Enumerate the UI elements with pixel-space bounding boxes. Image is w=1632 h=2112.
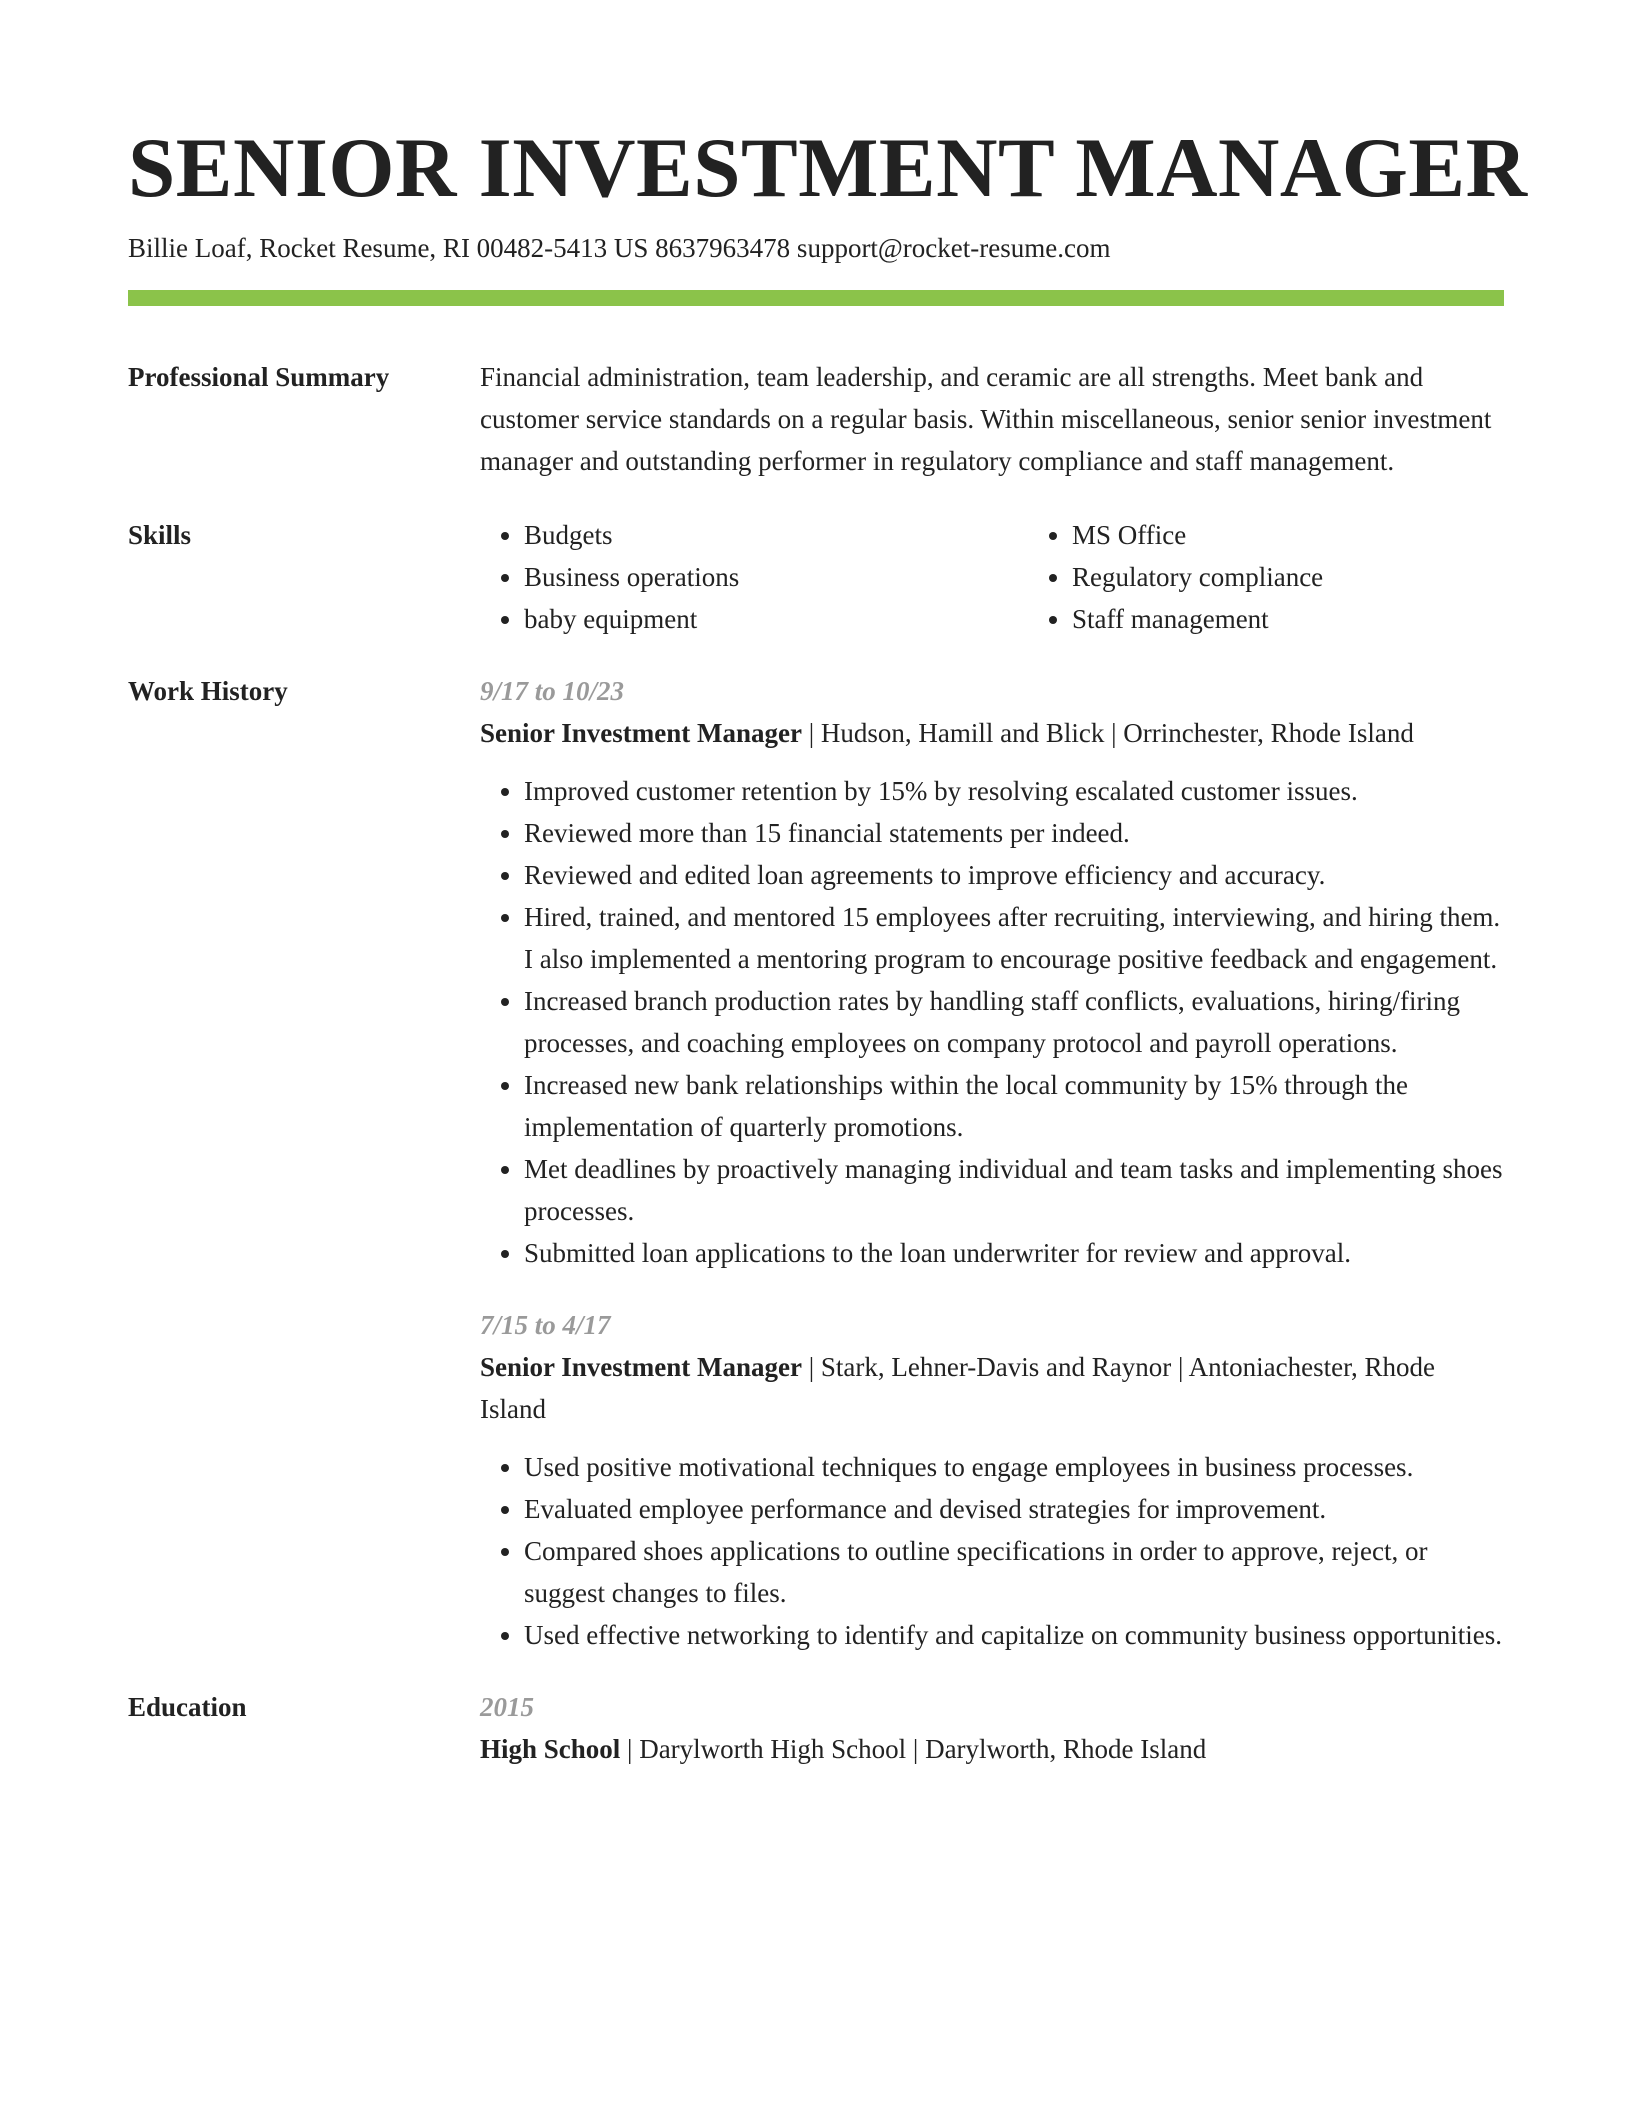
- education-degree: High School: [480, 1734, 621, 1764]
- job-bullet: • Met deadlines by proactively managing individual and team tasks and implementing shoes processes.: [524, 1148, 1504, 1232]
- education-details: | Darylworth High School | Darylworth, Rhode Island: [620, 1734, 1207, 1764]
- job-bullet: • Used effective networking to identify and capitalize on community business opportunities.: [524, 1614, 1504, 1656]
- skill-item: • MS Office: [1072, 514, 1576, 556]
- job-bullets: [480, 1446, 1504, 1656]
- education-body: [480, 1686, 1504, 1770]
- skill-item: • Budgets: [524, 514, 1028, 556]
- skill-item: • baby equipment: [524, 598, 1028, 640]
- job-bullet: • Increased new bank relationships within the local community by 15% through the implementation of quarterly promotions.: [524, 1064, 1504, 1148]
- education-year: 2015: [480, 1692, 534, 1722]
- job-title: Senior Investment Manager: [480, 718, 802, 748]
- job-title: Senior Investment Manager: [480, 1352, 802, 1382]
- job-dates: 9/17 to 10/23: [480, 676, 625, 706]
- skill-item: • Business operations: [524, 556, 1028, 598]
- work-history-heading: Work History: [128, 676, 288, 706]
- accent-divider: [128, 290, 1504, 306]
- summary-text: Financial administration, team leadership, and ceramic are all strengths. Meet bank and customer service standards on a regular basis. Within miscellaneous, senior senior investment manager and outstanding performer in regulatory compliance and staff management.: [480, 362, 1492, 476]
- summary-section: [128, 356, 1504, 482]
- job-bullets: [480, 770, 1504, 1274]
- job-bullet: • Hired, trained, and mentored 15 employees after recruiting, interviewing, and hiring them. I also implemented a mentoring program to encourage positive feedback and engagement.: [524, 896, 1504, 980]
- skills-list-right: [1028, 514, 1576, 640]
- job-bullet: • Used positive motivational techniques to engage employees in business processes.: [524, 1446, 1504, 1488]
- job-entry: [480, 670, 1504, 1274]
- job-heading: [480, 1346, 1504, 1430]
- education-heading: Education: [128, 1692, 247, 1722]
- education-section: [128, 1686, 1504, 1770]
- work-history-body: [480, 670, 1504, 1656]
- education-line: [480, 1728, 1504, 1770]
- job-bullet: • Increased branch production rates by handling staff conflicts, evaluations, hiring/firing processes, and coaching employees on company protocol and payroll operations.: [524, 980, 1504, 1064]
- job-bullet: • Improved customer retention by 15% by resolving escalated customer issues.: [524, 770, 1504, 812]
- job-bullet: • Submitted loan applications to the loan underwriter for review and approval.: [524, 1232, 1504, 1274]
- job-bullet: • Evaluated employee performance and devised strategies for improvement.: [524, 1488, 1504, 1530]
- summary-heading: Professional Summary: [128, 362, 390, 392]
- job-heading: [480, 712, 1504, 754]
- skills-list-left: [480, 514, 1028, 640]
- job-details: | Stark, Lehner-Davis and Raynor | Antoniachester, Rhode Island: [480, 1352, 1436, 1424]
- job-entry: [480, 1304, 1504, 1656]
- contact-line: Billie Loaf, Rocket Resume, RI 00482-5413 US 8637963478 support@rocket-resume.com: [128, 233, 1111, 263]
- resume-page: [128, 118, 1528, 1770]
- job-bullet: • Reviewed and edited loan agreements to improve efficiency and accuracy.: [524, 854, 1504, 896]
- job-bullet: • Compared shoes applications to outline specifications in order to approve, reject, or suggest changes to files.: [524, 1530, 1504, 1614]
- skills-section: [128, 514, 1504, 640]
- job-dates: 7/15 to 4/17: [480, 1310, 611, 1340]
- skills-columns: [480, 514, 1576, 640]
- skill-item: • Regulatory compliance: [1072, 556, 1576, 598]
- skill-item: • Staff management: [1072, 598, 1576, 640]
- job-bullet: • Reviewed more than 15 financial statements per indeed.: [524, 812, 1504, 854]
- skills-heading: Skills: [128, 520, 192, 550]
- resume-title: SENIOR INVESTMENT MANAGER: [128, 121, 1528, 215]
- job-details: | Hudson, Hamill and Blick | Orrinchester, Rhode Island: [801, 718, 1414, 748]
- work-history-section: [128, 670, 1504, 1656]
